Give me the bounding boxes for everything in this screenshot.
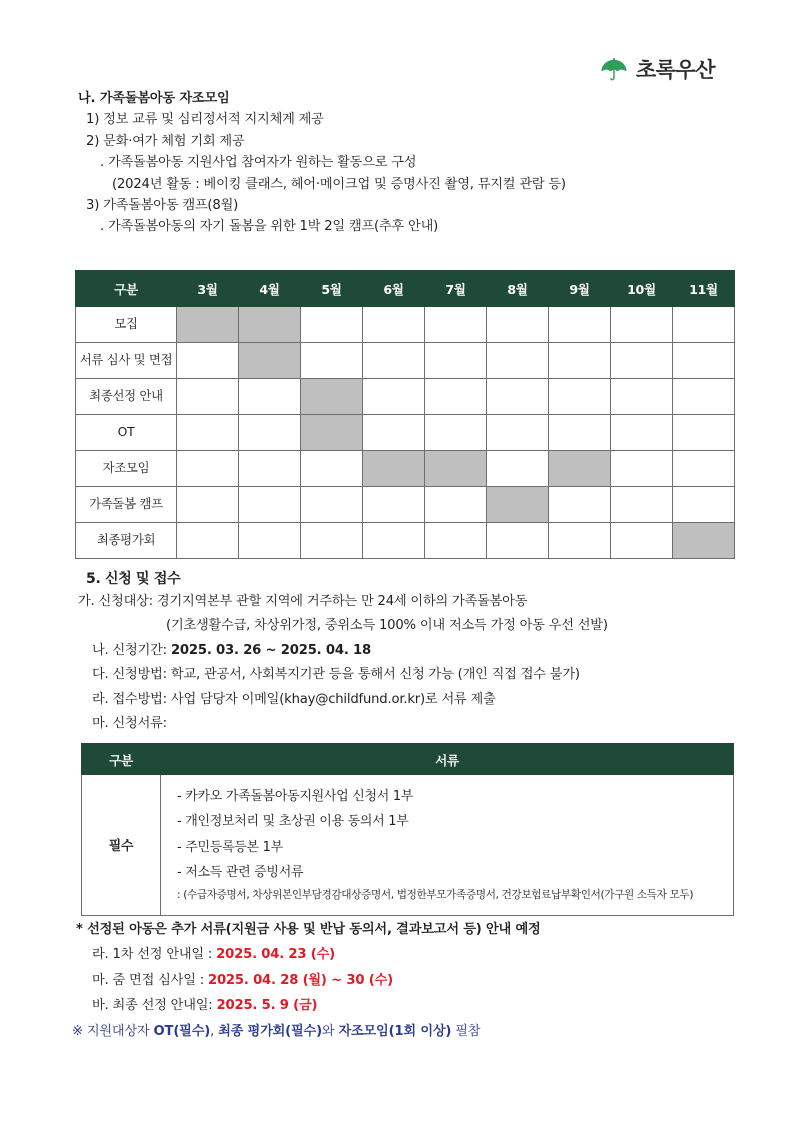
schedule-cell — [425, 307, 487, 343]
final-selection-value: 2025. 5. 9 (금) — [216, 998, 318, 1014]
note-part-1: 지원대상자 — [86, 1023, 154, 1039]
schedule-cell — [301, 307, 363, 343]
schedule-header-row — [76, 271, 735, 307]
documents-table — [81, 743, 734, 916]
table-row — [76, 523, 735, 559]
schedule-cell — [549, 415, 611, 451]
schedule-cell-marked — [673, 523, 735, 559]
schedule-cell — [673, 487, 735, 523]
schedule-cell — [177, 343, 239, 379]
schedule-cell — [425, 343, 487, 379]
note-bold-2: 최종 평가회(필수) — [218, 1023, 322, 1039]
section-title: 5. 신청 및 접수 — [86, 571, 181, 587]
schedule-cell — [301, 343, 363, 379]
schedule-cell-marked — [239, 343, 301, 379]
note-bold-1: OT(필수) — [153, 1023, 211, 1039]
schedule-cell — [673, 343, 735, 379]
schedule-cell-marked — [363, 451, 425, 487]
interview-line — [0, 970, 793, 991]
table-row — [76, 343, 735, 379]
schedule-col-7: 9월 — [549, 271, 611, 307]
intro-item-1: 1) 정보 교류 및 심리정서적 지지체계 제공 — [86, 112, 324, 128]
target-line: 가. 신청대상: 경기지역본부 관할 지역에 거주하는 만 24세 이하의 가족돌봄아동 — [78, 594, 528, 609]
schedule-cell — [611, 451, 673, 487]
first-selection-value: 2025. 04. 23 (수) — [216, 947, 335, 963]
schedule-col-2: 4월 — [239, 271, 301, 307]
document-note: : (수급자증명서, 차상위본인부담경감대상증명서, 법정한부모가족증명서, 건강보험료납부확인서(가구원 소득자 모두) — [177, 889, 694, 902]
schedule-cell — [425, 523, 487, 559]
method-line: 다. 신청방법: 학교, 관공서, 사회복지기관 등을 통해서 신청 가능 (개인 직접 접수 불가) — [92, 667, 580, 683]
schedule-cell — [177, 415, 239, 451]
submit-line — [0, 689, 793, 710]
logo-text: 초록우산 — [635, 57, 715, 82]
documents-header-row — [82, 744, 734, 775]
documents-key: 필수 — [82, 775, 161, 916]
schedule-row-label: OT — [76, 415, 177, 451]
schedule-cell-marked — [425, 451, 487, 487]
schedule-cell — [239, 379, 301, 415]
schedule-cell — [549, 487, 611, 523]
schedule-cell — [673, 415, 735, 451]
umbrella-icon — [599, 55, 629, 85]
documents-value-cell — [161, 775, 734, 916]
schedule-cell — [673, 379, 735, 415]
documents-col-0: 구분 — [82, 744, 161, 775]
attendance-note-line — [0, 1021, 793, 1042]
schedule-cell — [611, 379, 673, 415]
schedule-cell — [177, 379, 239, 415]
schedule-cell — [611, 487, 673, 523]
schedule-cell — [611, 523, 673, 559]
table-row — [76, 451, 735, 487]
interview-label: 마. 줌 면접 심사일 : — [92, 972, 208, 988]
footnote-star: * 선정된 아동은 추가 서류(지원금 사용 및 반납 동의서, 결과보고서 등) 안내 예정 — [76, 922, 541, 937]
schedule-cell — [301, 451, 363, 487]
intro-item-4: (2024년 활동 : 베이킹 클래스, 헤어·메이크업 및 증명사진 촬영, 뮤지컬 관람 등) — [112, 176, 566, 192]
schedule-cell — [487, 307, 549, 343]
schedule-cell — [425, 487, 487, 523]
schedule-cell — [611, 415, 673, 451]
document-item-2: - 개인정보처리 및 초상권 이용 동의서 1부 — [177, 814, 409, 830]
documents-table-wrapper — [81, 743, 734, 916]
table-row — [76, 379, 735, 415]
schedule-cell-marked — [239, 307, 301, 343]
interview-value: 2025. 04. 28 (월) ~ 30 (수) — [207, 972, 393, 988]
documents-row — [82, 775, 734, 916]
schedule-col-0: 구분 — [76, 271, 177, 307]
document-item-1: - 카카오 가족돌봄아동지원사업 신청서 1부 — [177, 789, 414, 804]
schedule-row-label: 모집 — [76, 307, 177, 343]
schedule-cell — [487, 379, 549, 415]
schedule-cell — [363, 343, 425, 379]
schedule-cell — [363, 307, 425, 343]
schedule-cell — [487, 523, 549, 559]
docs-label-line: 마. 신청서류: — [92, 715, 167, 731]
submit-prefix: 라. 접수방법: 사업 담당자 이메일( — [92, 691, 285, 707]
schedule-cell-marked — [177, 307, 239, 343]
note-part-3: 와 — [321, 1023, 339, 1039]
note-mark: ※ — [72, 1023, 83, 1039]
schedule-cell — [425, 415, 487, 451]
schedule-col-8: 10월 — [611, 271, 673, 307]
schedule-cell — [611, 343, 673, 379]
intro-item-6: . 가족돌봄아동의 자기 돌봄을 위한 1박 2일 캠프(추후 안내) — [100, 219, 439, 235]
schedule-cell — [239, 487, 301, 523]
documents-col-1: 서류 — [161, 744, 734, 775]
schedule-row-label: 최종선정 안내 — [76, 379, 177, 415]
schedule-cell-marked — [301, 379, 363, 415]
schedule-cell — [673, 307, 735, 343]
schedule-col-9: 11월 — [673, 271, 735, 307]
schedule-cell-marked — [487, 487, 549, 523]
note-part-2: , — [210, 1023, 219, 1039]
submit-email: khay@childfund.or.kr — [284, 691, 420, 707]
intro-item-3: . 가족돌봄아동 지원사업 참여자가 원하는 활동으로 구성 — [100, 155, 417, 171]
schedule-cell-marked — [549, 451, 611, 487]
schedule-cell — [425, 379, 487, 415]
schedule-body — [76, 307, 735, 559]
schedule-cell-marked — [301, 415, 363, 451]
schedule-row-label: 자조모임 — [76, 451, 177, 487]
schedule-cell — [549, 343, 611, 379]
final-selection-label: 바. 최종 선정 안내일: — [92, 998, 217, 1014]
note-bold-3: 자조모임(1회 이상) — [338, 1023, 452, 1039]
brand-logo — [599, 55, 715, 85]
schedule-row-label: 서류 심사 및 면접 — [76, 343, 177, 379]
schedule-cell — [611, 307, 673, 343]
intro-heading: 나. 가족돌봄아동 자조모임 — [78, 91, 230, 106]
period-line — [0, 640, 793, 661]
intro-item-2: 2) 문화·여가 체험 기회 제공 — [86, 133, 245, 149]
document-item-4: - 저소득 관련 증빙서류 — [177, 865, 304, 881]
schedule-cell — [239, 523, 301, 559]
schedule-cell — [363, 379, 425, 415]
schedule-cell — [549, 307, 611, 343]
schedule-col-1: 3월 — [177, 271, 239, 307]
final-selection-line — [0, 995, 793, 1016]
schedule-cell — [363, 523, 425, 559]
schedule-row-label: 가족돌봄 캠프 — [76, 487, 177, 523]
first-selection-line — [0, 944, 793, 965]
target-paren: (기초생활수급, 차상위가정, 중위소득 100% 이내 저소득 가정 아동 우선 선발) — [166, 618, 608, 634]
period-label: 나. 신청기간: — [92, 642, 167, 658]
schedule-cell — [301, 523, 363, 559]
table-row — [76, 307, 735, 343]
schedule-cell — [487, 415, 549, 451]
schedule-col-3: 5월 — [301, 271, 363, 307]
footnotes-block — [0, 915, 793, 1042]
schedule-table — [75, 270, 735, 559]
schedule-cell — [487, 451, 549, 487]
document-item-3: - 주민등록등본 1부 — [177, 839, 283, 855]
first-selection-label: 라. 1차 선정 안내일 : — [92, 947, 217, 963]
schedule-cell — [363, 487, 425, 523]
schedule-cell — [177, 487, 239, 523]
schedule-cell — [239, 451, 301, 487]
schedule-cell — [549, 379, 611, 415]
intro-block — [0, 88, 793, 238]
note-part-4: 필참 — [451, 1023, 481, 1039]
intro-item-5: 3) 가족돌봄아동 캠프(8월) — [86, 197, 239, 213]
schedule-cell — [239, 415, 301, 451]
schedule-cell — [177, 451, 239, 487]
schedule-col-5: 7월 — [425, 271, 487, 307]
period-value: 2025. 03. 26 ~ 2025. 04. 18 — [170, 642, 371, 658]
schedule-cell — [177, 523, 239, 559]
schedule-col-6: 8월 — [487, 271, 549, 307]
table-row — [76, 415, 735, 451]
schedule-cell — [673, 451, 735, 487]
schedule-col-4: 6월 — [363, 271, 425, 307]
submit-suffix: )로 서류 제출 — [419, 691, 496, 707]
schedule-table-wrapper — [75, 270, 734, 559]
schedule-cell — [549, 523, 611, 559]
schedule-cell — [301, 487, 363, 523]
table-row — [76, 487, 735, 523]
section-application — [0, 568, 793, 734]
schedule-cell — [363, 415, 425, 451]
schedule-cell — [487, 343, 549, 379]
schedule-row-label: 최종평가회 — [76, 523, 177, 559]
